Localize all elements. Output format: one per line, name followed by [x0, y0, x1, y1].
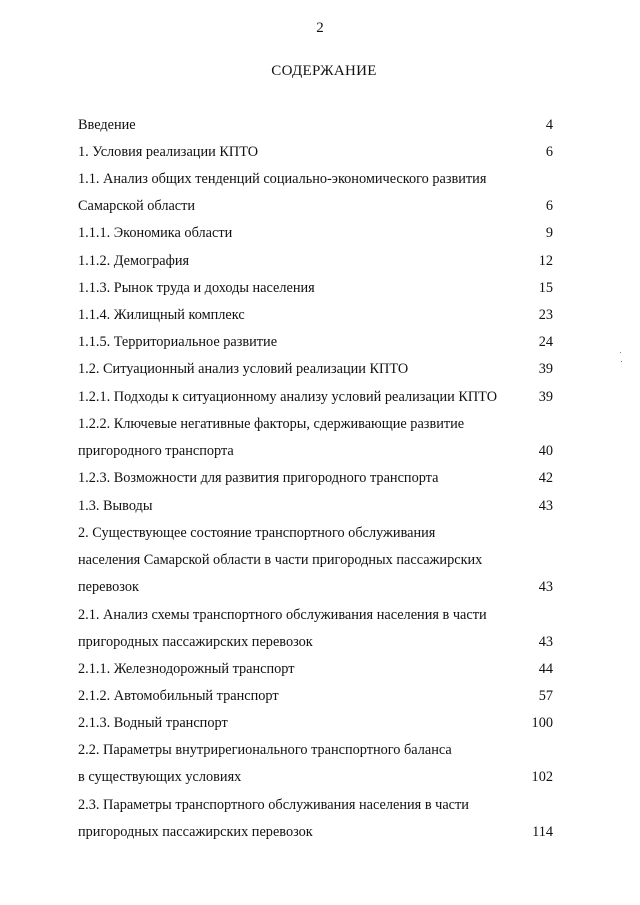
- toc-entry-page: 24: [538, 334, 553, 350]
- toc-entry: [0, 523, 640, 543]
- toc-entry-text: Введение: [78, 117, 136, 133]
- toc-entry-text: пригородных пассажирских перевозок: [78, 824, 313, 840]
- toc-entry-page: 43: [538, 634, 553, 650]
- toc-entry-text: 2. Существующее состояние транспортного обслуживания: [78, 525, 436, 541]
- toc-entry: [0, 196, 640, 216]
- toc-entry: [0, 795, 640, 815]
- toc-entry-page: 39: [538, 389, 553, 405]
- toc-entry-page: 42: [538, 470, 553, 486]
- toc-entry-text: 1.1.3. Рынок труда и доходы населения: [78, 280, 315, 296]
- toc-entry-page: 15: [538, 280, 553, 296]
- toc-entry: [0, 659, 640, 679]
- toc-entry-text: 1.2.3. Возможности для развития пригородного транспорта: [78, 470, 439, 486]
- toc-entry-page: 57: [538, 688, 553, 704]
- toc-entry-text: 1.1.1. Экономика области: [78, 225, 233, 241]
- toc-entry: [0, 169, 640, 189]
- toc-entry-text: 2.1.3. Водный транспорт: [78, 715, 228, 731]
- toc-entry: [0, 414, 640, 434]
- toc-entry-text: 1.2.1. Подходы к ситуационному анализу условий реализации КПТО: [78, 389, 498, 405]
- toc-entry-text: 2.1. Анализ схемы транспортного обслуживания населения в части: [78, 607, 487, 623]
- toc-entry-page: 102: [531, 769, 553, 785]
- toc-entry-text: 1.1. Анализ общих тенденций социально-экономического развития: [78, 171, 487, 187]
- toc-entry: [0, 496, 640, 516]
- toc-entry: [0, 142, 640, 162]
- toc-entry-text: 2.1.1. Железнодорожный транспорт: [78, 661, 295, 677]
- toc-entry-page: 6: [545, 144, 553, 160]
- toc-entry: [0, 605, 640, 625]
- toc-entry-page: 114: [532, 824, 553, 840]
- toc-entry: [0, 632, 640, 652]
- toc-entry-page: 12: [538, 253, 553, 269]
- toc-entry-text: 1.2.2. Ключевые негативные факторы, сдерживающие развитие: [78, 416, 465, 432]
- scan-speck: [621, 361, 622, 362]
- toc-entry-page: 6: [545, 198, 553, 214]
- toc-entry-text: 2.1.2. Автомобильный транспорт: [78, 688, 279, 704]
- toc-entry: [0, 332, 640, 352]
- toc-entry-text: в существующих условиях: [78, 769, 242, 785]
- toc-entry-page: 40: [538, 443, 553, 459]
- scan-speck: [620, 352, 621, 353]
- toc-entry: [0, 441, 640, 461]
- toc-entry: [0, 468, 640, 488]
- toc-entry: [0, 251, 640, 271]
- toc-entry-text: 1.1.4. Жилищный комплекс: [78, 307, 245, 323]
- toc-entry-page: 39: [538, 361, 553, 377]
- toc-entry-text: 2.3. Параметры транспортного обслуживания населения в части: [78, 797, 469, 813]
- toc-entry: [0, 223, 640, 243]
- toc-entry-page: 100: [531, 715, 553, 731]
- toc-entry-text: 1.1.5. Территориальное развитие: [78, 334, 278, 350]
- toc-entry-text: Самарской области: [78, 198, 196, 214]
- toc-entry-text: 1.2. Ситуационный анализ условий реализации КПТО: [78, 361, 409, 377]
- toc-entry: [0, 305, 640, 325]
- toc-entry: [0, 740, 640, 760]
- toc-entry: [0, 278, 640, 298]
- toc-entry-page: 43: [538, 498, 553, 514]
- toc-entry-text: населения Самарской области в части пригородных пассажирских: [78, 552, 483, 568]
- toc-entry: [0, 359, 640, 379]
- toc-entry-page: 4: [545, 117, 553, 133]
- toc-entry: [0, 577, 640, 597]
- toc-entry: [0, 550, 640, 570]
- toc-entry-page: 23: [538, 307, 553, 323]
- toc-entry-text: 2.2. Параметры внутрирегионального транспортного баланса: [78, 742, 452, 758]
- toc-entry-text: 1.3. Выводы: [78, 498, 153, 514]
- toc-entry-page: 43: [538, 579, 553, 595]
- page-number: 2: [316, 20, 324, 36]
- toc-entry-text: 1. Условия реализации КПТО: [78, 144, 259, 160]
- toc-entry: [0, 767, 640, 787]
- toc-title: СОДЕРЖАНИЕ: [271, 63, 377, 79]
- toc-entry: [0, 713, 640, 733]
- toc-entry: [0, 115, 640, 135]
- toc-entry-page: 44: [538, 661, 553, 677]
- toc-entry-text: пригородных пассажирских перевозок: [78, 634, 313, 650]
- toc-entry-page: 9: [545, 225, 553, 241]
- toc-entry: [0, 686, 640, 706]
- toc-entry: [0, 387, 640, 407]
- toc-entry-text: пригородного транспорта: [78, 443, 234, 459]
- toc-entry: [0, 822, 640, 842]
- toc-entry-text: перевозок: [78, 579, 139, 595]
- toc-entry-text: 1.1.2. Демография: [78, 253, 190, 269]
